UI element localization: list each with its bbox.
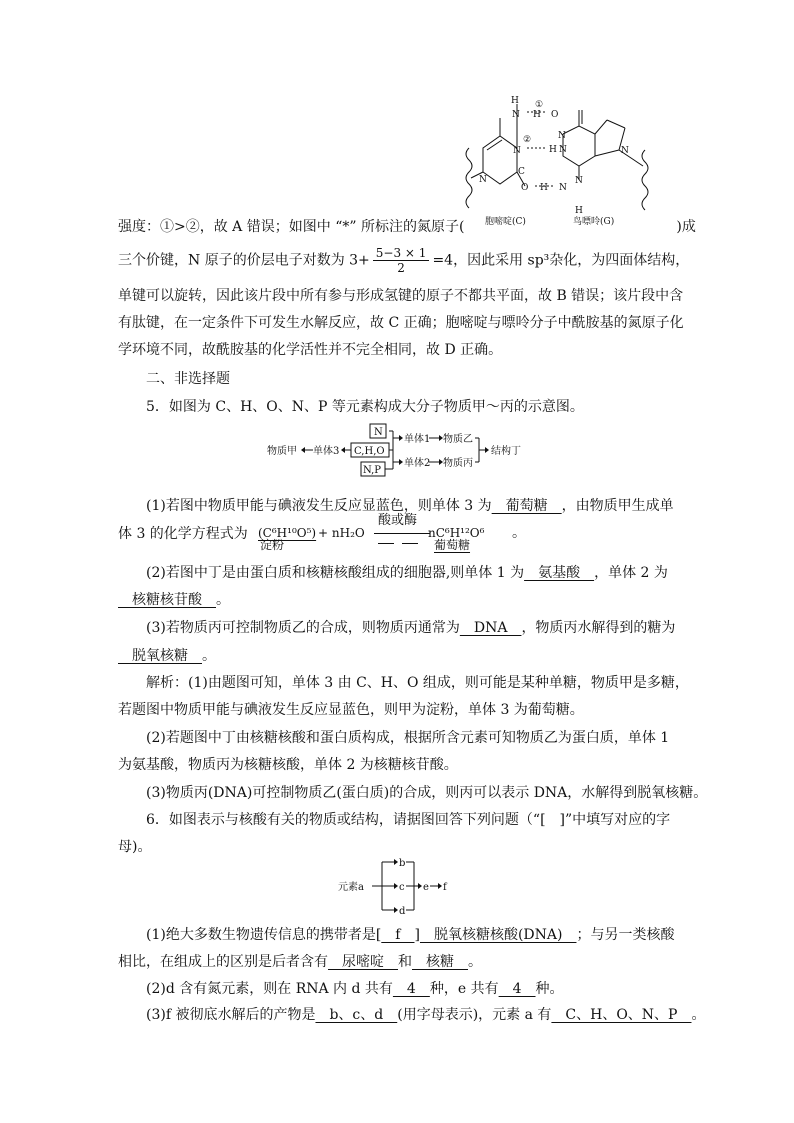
mol-o2: O — [521, 183, 529, 193]
eq-arrow-line — [374, 533, 430, 534]
q6-1-answer-4: 核糖 — [412, 954, 468, 970]
cg-base-pair-structure — [455, 90, 700, 230]
eq-end: 。 — [512, 525, 526, 541]
eq-left: (C⁶H¹⁰O⁵) — [258, 526, 317, 540]
eq-sub-glucose: 葡萄糖 — [434, 538, 471, 552]
analysis-line-3: 单键可以旋转，因此该片段中所有参与形成氢键的原子不都共平面，故 B 错误；该片段中含 — [118, 288, 684, 304]
label-c: c — [399, 882, 405, 893]
question-5-stem: 5．如图为 C、H、O、N、P 等元素构成大分子物质甲～丙的示意图。 — [146, 399, 584, 415]
q6-2-text-b: 种，e 共有 — [429, 981, 499, 997]
q6-3-answer-2: C、H、O、N、P — [551, 1007, 692, 1023]
q6-3-text-b: (用字母表示)，元素 a 有 — [397, 1007, 552, 1023]
mol-label-2: ② — [523, 135, 532, 145]
q5-part3-line1 — [146, 619, 675, 637]
label-danti-3: 单体3 — [313, 446, 340, 457]
q5-3-answer-1: DNA — [459, 620, 522, 636]
q5-part3-line2 — [118, 647, 216, 665]
q6-1-text-c: ；与另一类核酸 — [576, 927, 675, 943]
q6-diagram — [338, 854, 468, 916]
jiexi-line-4: 为氨基酸，物质丙为核糖核酸，单体 2 为核糖核苷酸。 — [118, 757, 458, 773]
mol-n-left: N — [479, 175, 487, 185]
q6-1-text-b: ] — [414, 927, 420, 943]
q6-part3-line — [146, 1006, 705, 1024]
q6-1-text-d: 相比，在组成上的区别是后者含有 — [118, 954, 328, 970]
valence-fraction — [373, 246, 430, 275]
label-np: N,P — [363, 465, 382, 476]
mol-o1: O — [551, 110, 559, 120]
jiexi-line-1: 解析：(1)由题图可知，单体 3 由 C、H、O 组成，则可能是某种单糖，物质甲是多糖， — [146, 675, 689, 691]
q6-2-text-a: (2)d 含有氮元素，则在 RNA 内 d 共有 — [146, 981, 393, 997]
q6-part2-line — [146, 980, 564, 998]
analysis-line-1 — [118, 218, 696, 236]
q5-2-text-b: ，单体 2 为 — [594, 565, 668, 581]
right-backbone-wave-icon — [642, 150, 648, 210]
analysis-line-4: 有肽键，在一定条件下可发生水解反应，故 C 正确；胞嘧啶与嘌呤分子中酰胺基的氮原子化 — [118, 315, 684, 331]
label-yuansu-a: 元素a — [338, 882, 364, 893]
mol-h-bot: H — [575, 206, 583, 216]
label-d: d — [399, 906, 406, 916]
q5-2-answer-1: 氨基酸 — [524, 565, 595, 581]
q5-1-answer: 葡萄糖 — [491, 498, 562, 514]
section-heading: 二、非选择题 — [146, 371, 230, 387]
q5-3-answer-2: 脱氧核糖 — [118, 648, 202, 664]
q5-2-text-c: 。 — [216, 592, 230, 608]
question-6-stem-2: 母)。 — [118, 839, 152, 855]
eq-right: nC⁶H¹²O⁶ — [428, 526, 485, 540]
label-b: b — [399, 858, 406, 869]
label-danti-2: 单体2 — [404, 458, 431, 469]
mol-n-r1: N — [558, 131, 566, 141]
q5-1-text-a: (1)若图中物质甲能与碘液发生反应显蓝色，则单体 3 为 — [146, 498, 492, 514]
label-wuzhi-bing: 物质丙 — [443, 458, 473, 469]
q6-1-text-a: (1)绝大多数生物遗传信息的携带者是[ — [146, 927, 382, 943]
analysis-line-2 — [118, 246, 689, 275]
label-wuzhi-yi: 物质乙 — [443, 434, 473, 445]
q6-1-text-f: 。 — [468, 954, 482, 970]
analysis-text-2a: 三个价键，N 原子的价层电子对数为 3+ — [118, 252, 370, 269]
q6-2-text-c: 种。 — [535, 981, 564, 997]
q5-part1-line2 — [118, 525, 248, 543]
mol-h-top: H — [511, 96, 519, 106]
label-f: f — [443, 882, 447, 893]
q6-1-text-e: 和 — [398, 954, 412, 970]
mol-n-r2: N — [575, 176, 583, 186]
mol-label-cytosine: 胞嘧啶(C) — [485, 217, 526, 227]
q5-1-text-c: 体 3 的化学方程式为 — [118, 526, 248, 542]
eq-plus: + nH₂O — [318, 526, 365, 540]
fraction-denominator: 2 — [397, 261, 405, 275]
jiexi-line-2: 若题图中物质甲能与碘液发生反应显蓝色，则甲为淀粉，单体 3 为葡萄糖。 — [118, 702, 584, 718]
q6-2-answer-1: 4 — [392, 981, 430, 997]
q6-3-text-c: 。 — [691, 1007, 706, 1023]
mol-n-b: N — [559, 183, 567, 193]
mol-h-mid2: H — [549, 145, 557, 155]
q5-2-text-a: (2)若图中丁是由蛋白质和核糖核酸组成的细胞器,则单体 1 为 — [146, 565, 525, 581]
q5-3-text-a: (3)若物质丙可控制物质乙的合成，则物质丙通常为 — [146, 620, 460, 636]
q6-1-answer-2: 脱氧核糖核酸(DNA) — [419, 927, 577, 943]
analysis-text-1b: )成 — [676, 219, 696, 235]
label-cho: C,H,O — [354, 446, 385, 457]
q5-2-answer-2: 核糖核苷酸 — [118, 592, 216, 608]
mol-h-mid3: H — [540, 183, 548, 193]
mol-h-mid1: H — [533, 110, 541, 120]
label-e: e — [423, 882, 429, 893]
jiexi-line-5: (3)物质丙(DNA)可控制物质乙(蛋白质)的合成，则丙可以表示 DNA，水解得到脱氧核糖。 — [146, 785, 708, 801]
label-n: N — [374, 427, 383, 438]
q6-3-text-a: (3)f 被彻底水解后的产物是 — [146, 1007, 316, 1023]
mol-n-right: N — [621, 146, 629, 156]
mol-n-m2: N — [559, 145, 567, 155]
q6-1-answer-3: 尿嘧啶 — [328, 954, 398, 970]
q6-1-answer-1: f — [381, 927, 415, 943]
q5-3-text-c: 。 — [202, 648, 216, 664]
mol-label-guanine: 鸟嘌呤(G) — [573, 217, 615, 227]
eq-arrow-line-2 — [378, 543, 394, 544]
q6-3-answer-1: b、c、d — [315, 1007, 398, 1023]
label-jiegou-ding: 结构丁 — [491, 446, 521, 457]
q6-part1-line1 — [146, 926, 674, 944]
q5-part2-line1 — [146, 564, 668, 582]
mol-n-l1: N — [513, 146, 521, 156]
question-6-stem-1: 6．如图表示与核酸有关的物质或结构，请据图回答下列问题（“[ ]”中填写对应的字 — [146, 812, 671, 828]
eq-arrow-line-3 — [402, 543, 418, 544]
eq-condition: 酸或酶 — [378, 513, 418, 528]
label-danti-1: 单体1 — [404, 434, 431, 445]
label-wuzhi-jia: 物质甲 — [267, 446, 297, 457]
mol-label-1: ① — [535, 100, 544, 110]
q5-1-text-b: ，由物质甲生成单 — [561, 498, 674, 514]
q6-part1-line2 — [118, 953, 482, 971]
q5-3-text-b: ，物质丙水解得到的糖为 — [521, 620, 676, 636]
q5-part2-line2 — [118, 591, 230, 609]
analysis-line-5: 学环境不同，故酰胺基的化学活性并不完全相同，故 D 正确。 — [118, 342, 503, 358]
q6-2-answer-2: 4 — [498, 981, 536, 997]
q5-diagram — [265, 420, 555, 480]
eq-sub-starch: 淀粉 — [260, 538, 285, 552]
analysis-text-2b: =4，因此采用 sp³杂化，为四面体结构， — [432, 252, 690, 269]
mol-n-top: N — [512, 110, 520, 120]
jiexi-line-3: (2)若题图中丁由核糖核酸和蛋白质构成，根据所含元素可知物质乙为蛋白质，单体 1 — [146, 730, 670, 746]
mol-c-l: C — [518, 167, 525, 177]
analysis-text-1a: 强度：①>②，故 A 错误；如图中 “*” 所标注的氮原子( — [118, 219, 465, 235]
fraction-numerator: 5−3 × 1 — [373, 246, 430, 261]
